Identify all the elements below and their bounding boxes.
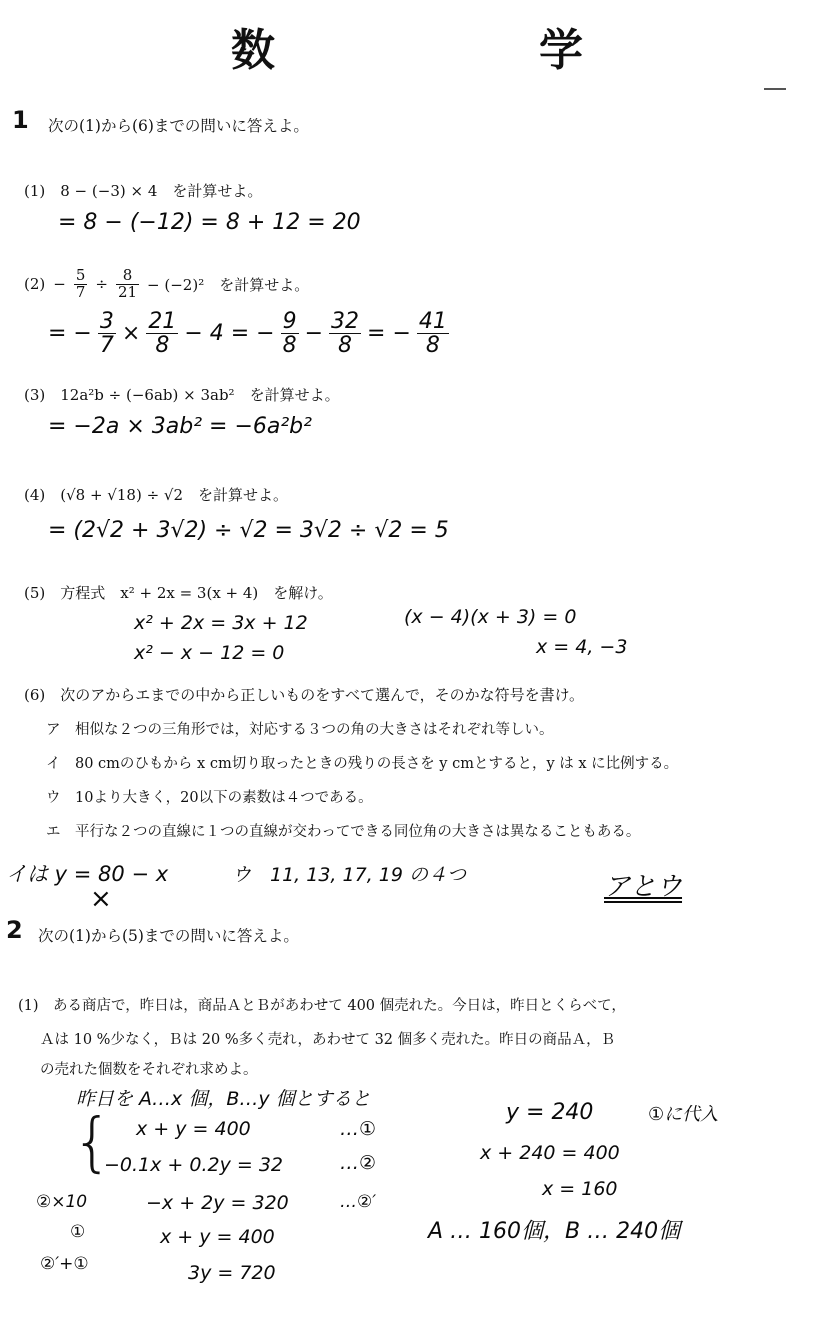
minus-sign: − [53,275,66,294]
denominator: 8 [425,333,440,359]
question-1-instruction: 次の(1)から(6)までの問いに答えよ。 [48,117,309,135]
fraction-5-7 [74,268,88,301]
minus-sign: − [304,321,324,347]
answer-1-6: アとウ [604,872,683,902]
note-choice-u: ウ 11, 13, 17, 19 の４つ [232,864,466,886]
question-1-number: 1 [12,106,29,134]
equation-1-tag: …① [340,1118,377,1140]
choice-u: ウ 10より大きく，20以下の素数は４つである。 [46,790,373,806]
choice-i: イ 80 cmのひもから x cm切り取ったときの残りの長さを y cmとすると，y は x に比例する。 [46,756,679,772]
numerator: 9 [282,309,297,334]
work-fraction-3-7 [98,310,116,357]
problem-2-1-line-3: の売れた個数をそれぞれ求めよ。 [40,1062,258,1078]
work-fraction-32-8 [329,310,361,357]
numerator: 3 [99,309,114,334]
denominator: 7 [99,333,114,359]
numerator: 41 [418,309,447,334]
problem-1-3: (3) 12a²b ÷ (−6ab) × 3ab² を計算せよ。 [24,386,340,404]
step-3-label: ②′+① [40,1254,89,1274]
cross-mark: × [90,884,112,914]
times-sign: × [121,321,141,347]
work-1-2-part-c: = − [367,321,411,347]
choice-e: エ 平行な２つの直線に１つの直線が交わってできる同位角の大きさは異なることもある。 [46,824,641,840]
step-1: −x + 2y = 320 [146,1192,289,1214]
numerator: 5 [75,266,86,284]
numerator: 32 [331,309,360,334]
step-3: 3y = 720 [188,1262,276,1284]
equation-brace: { [72,1106,113,1180]
division-sign: ÷ [95,275,108,294]
work-1-2-part-b: − 4 = − [184,321,275,347]
question-2-instruction: 次の(1)から(5)までの問いに答えよ。 [38,927,299,945]
problem-1-6: (6) 次のアからエまでの中から正しいものをすべて選んで，そのかな符号を書け。 [24,686,585,704]
numerator: 8 [116,268,139,285]
denominator: 8 [155,333,170,359]
fraction-8-21 [116,268,139,301]
final-answer-2-1: A … 160個，B … 240個 [428,1219,681,1244]
problem-1-5: (5) 方程式 x² + 2x = 3(x + 4) を解け。 [24,584,333,602]
work-1-3: = −2a × 3ab² = −6a²b² [48,414,312,439]
note-choice-i: イは y = 80 − x [6,862,169,886]
step-2-label: ① [70,1222,86,1242]
numerator: 21 [148,309,177,334]
result-substitute: x + 240 = 400 [480,1142,620,1164]
problem-2-1-line-2: Ａは 10 %少なく，Ｂは 20 %多く売れ，あわせて 32 個多く売れた。昨日の商品Ａ，Ｂ [40,1032,616,1048]
step-1-label: ②×10 [36,1192,88,1212]
work-1-5-factored: (x − 4)(x + 3) = 0 [404,606,577,628]
work-fraction-9-8 [281,310,299,357]
denominator: 21 [117,282,138,301]
result-y-note: ①に代入 [648,1104,719,1125]
equation-1: x + y = 400 [136,1118,251,1140]
work-2-1-setup: 昨日を A…x 個，B…y 個とすると [76,1088,371,1110]
equation-2: −0.1x + 0.2y = 32 [104,1154,284,1176]
work-1-5-line-1: x² + 2x = 3x + 12 [134,612,308,634]
work-1-5-solution: x = 4, −3 [536,636,628,658]
work-1-2 [48,310,449,357]
step-1-tag: …②′ [340,1192,377,1212]
problem-1-2-tail: − (−2)² を計算せよ。 [147,275,310,294]
result-y: y = 240 [506,1100,594,1125]
question-2-number: 2 [6,916,23,944]
work-1-5-line-2: x² − x − 12 = 0 [134,642,285,664]
work-1-2-part-a: = − [48,321,92,347]
work-1-4: = (2√2 + 3√2) ÷ √2 = 3√2 ÷ √2 = 5 [48,518,449,543]
work-1-1: = 8 − (−12) = 8 + 12 = 20 [58,210,361,235]
problem-2-1-line-1: (1) ある商店で，昨日は，商品ＡとＢがあわせて 400 個売れた。今日は，昨日とくらべて， [18,998,626,1014]
corner-mark [764,88,786,90]
denominator: 8 [338,333,353,359]
page-title: 数 学 [231,25,693,76]
denominator: 8 [282,333,297,359]
work-fraction-21-8 [146,310,178,357]
step-2: x + y = 400 [160,1226,275,1248]
choice-a: ア 相似な２つの三角形では，対応する３つの角の大きさはそれぞれ等しい。 [46,722,554,738]
problem-1-2 [24,268,309,301]
problem-1-1: (1) 8 − (−3) × 4 を計算せよ。 [24,182,263,200]
work-fraction-41-8 [417,310,449,357]
equation-2-tag: …② [340,1152,377,1174]
problem-1-2-label: (2) [24,275,46,294]
denominator: 7 [75,282,86,301]
problem-1-4: (4) (√8 + √18) ÷ √2 を計算せよ。 [24,486,289,504]
result-x: x = 160 [542,1178,618,1200]
